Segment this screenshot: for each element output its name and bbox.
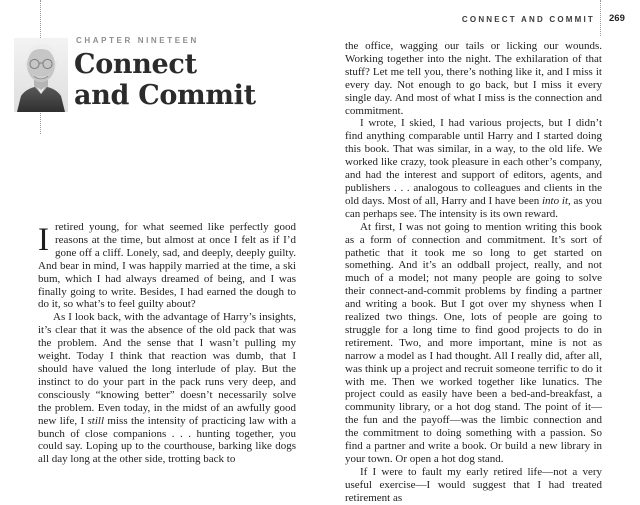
chapter-label: CHAPTER NINETEEN [76,36,199,45]
body-paragraph [345,117,602,220]
paragraph-text: I wrote, I skied, I had various projects, but I didn’t find anything comparable until Harry and I started doing this book. That was similar, in a way, to the old life. We worked like crazy, took pleasure in each other’s company, and had the interest and support of editors, agents, and publishers . . . analogous to colleagues and clients in the old days. Most of all, Harry and I have been into it, as you can perhaps see. The intensity is its own reward. [345,117,602,220]
running-header-title: CONNECT AND COMMIT [461,15,595,24]
paragraph-text: retired young, for what seemed like perfectly good reasons at the time, but almost at once I felt as if I’d gone off a cliff. Lonely, sad, and deeply, deeply guilty. And bear in mind, I was happily married at the time, a ski bum, which I had always dreamed of being, and I was finally going to write. Besides, I had earned the dough to do it, so what’s to feel guilty about? [38,221,296,311]
author-photo [14,38,68,112]
body-paragraph [345,40,602,117]
header-dotted-rule [600,0,601,36]
paragraph-text: At first, I was not going to mention writing this book as a form of connection and commitment. It’s sort of pathetic that it took me so long to get started on something. And it’s an oddball project, really, and not much of a model; not many people are going to solve their connect-and-commit problems by finding a partner and writing a book. But I got over my shyness when I realized two things. One, lots of people are going to struggle for a long time to find good projects to do in retirement. Two, and more important, mine is not as narrow a model as I had thought. All I really did, after all, was think up a project and recruit someone terrific to do it with me. Then we worked together like lunatics. The project could as easily have been a bed-and-breakfast, a community library, or a hot dog stand. The point of it—the fun and the payoff—was the limbic connection and the commitment to doing something with a passion. So find a partner and write a book. Or build a new library in your town. Or open a hot dog stand. [345,220,602,465]
paragraph-text: As I look back, with the advantage of Harry’s insights, it’s clear that it was the absence of the old pack that was the problem. And the sense that I wasn’t pulling my weight. Today I think that reaction was dumb, that I should have valued the long interlude of play. But the instinct to do your part in the pack runs very deep, and consciously “knowing better” doesn’t necessarily solve the problem. Even today, in the midst of an awfully good new life, I still miss the intensity of practicing law with a bunch of close companions . . . hunting together, you could say. Loping up to the courthouse, barking like dogs all day long at the other side, trotting back to [38,311,296,466]
left-page-body [38,221,296,466]
paragraph-text: If I were to fault my early retired life—not a very useful exercise—I would suggest that I had treated retirement as [345,465,602,504]
right-page-body [345,40,602,505]
body-paragraph [345,221,602,466]
chapter-title-line1: Connect [74,49,197,80]
page-number: 269 [609,13,625,24]
chapter-title-line2: and Commit [74,80,256,111]
body-paragraph [38,311,296,466]
chapter-title [74,49,256,111]
body-paragraph [38,221,296,311]
paragraph-text: the office, wagging our tails or licking our wounds. Working together into the night. The exhilaration of that stuff? Let me tell you, there’s nothing like it, and I miss it every day. Not enough to go back, but I miss it every single day. And most of what I miss is the connection and commitment. [345,40,602,117]
drop-cap: I [38,222,49,258]
